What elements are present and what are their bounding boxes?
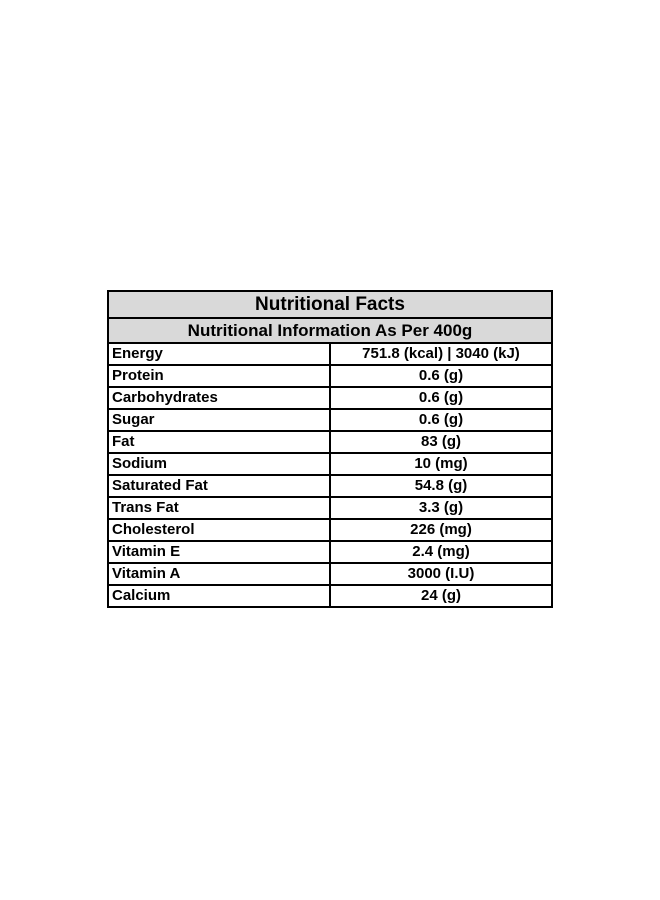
nutrient-value: 3.3 (g) xyxy=(330,497,552,519)
table-row xyxy=(108,431,552,453)
nutrient-label: Protein xyxy=(108,365,330,387)
table-row xyxy=(108,563,552,585)
nutrient-value: 0.6 (g) xyxy=(330,409,552,431)
nutrient-label: Calcium xyxy=(108,585,330,607)
table-row xyxy=(108,475,552,497)
nutrient-value: 751.8 (kcal) | 3040 (kJ) xyxy=(330,343,552,365)
nutrient-label: Sugar xyxy=(108,409,330,431)
nutrient-label: Carbohydrates xyxy=(108,387,330,409)
nutrition-facts-table xyxy=(107,290,553,608)
nutrient-value: 24 (g) xyxy=(330,585,552,607)
title-row xyxy=(108,291,552,318)
nutrient-label: Vitamin A xyxy=(108,563,330,585)
nutrient-value: 10 (mg) xyxy=(330,453,552,475)
table-row xyxy=(108,497,552,519)
nutrient-label: Sodium xyxy=(108,453,330,475)
nutrient-value: 3000 (I.U) xyxy=(330,563,552,585)
subtitle-row xyxy=(108,318,552,343)
nutrient-value: 0.6 (g) xyxy=(330,387,552,409)
nutrient-value: 2.4 (mg) xyxy=(330,541,552,563)
nutrient-value: 83 (g) xyxy=(330,431,552,453)
nutrient-label: Saturated Fat xyxy=(108,475,330,497)
nutrient-value: 54.8 (g) xyxy=(330,475,552,497)
table-row xyxy=(108,343,552,365)
nutrient-label: Cholesterol xyxy=(108,519,330,541)
table-row xyxy=(108,387,552,409)
nutrient-value: 0.6 (g) xyxy=(330,365,552,387)
table-row xyxy=(108,585,552,607)
table-row xyxy=(108,365,552,387)
nutrient-label: Trans Fat xyxy=(108,497,330,519)
table-row xyxy=(108,453,552,475)
nutrient-value: 226 (mg) xyxy=(330,519,552,541)
nutrient-label: Fat xyxy=(108,431,330,453)
table-row xyxy=(108,541,552,563)
table-row xyxy=(108,519,552,541)
table-row xyxy=(108,409,552,431)
table-subtitle: Nutritional Information As Per 400g xyxy=(108,318,552,343)
nutrient-label: Energy xyxy=(108,343,330,365)
nutrient-label: Vitamin E xyxy=(108,541,330,563)
table-title: Nutritional Facts xyxy=(108,291,552,318)
